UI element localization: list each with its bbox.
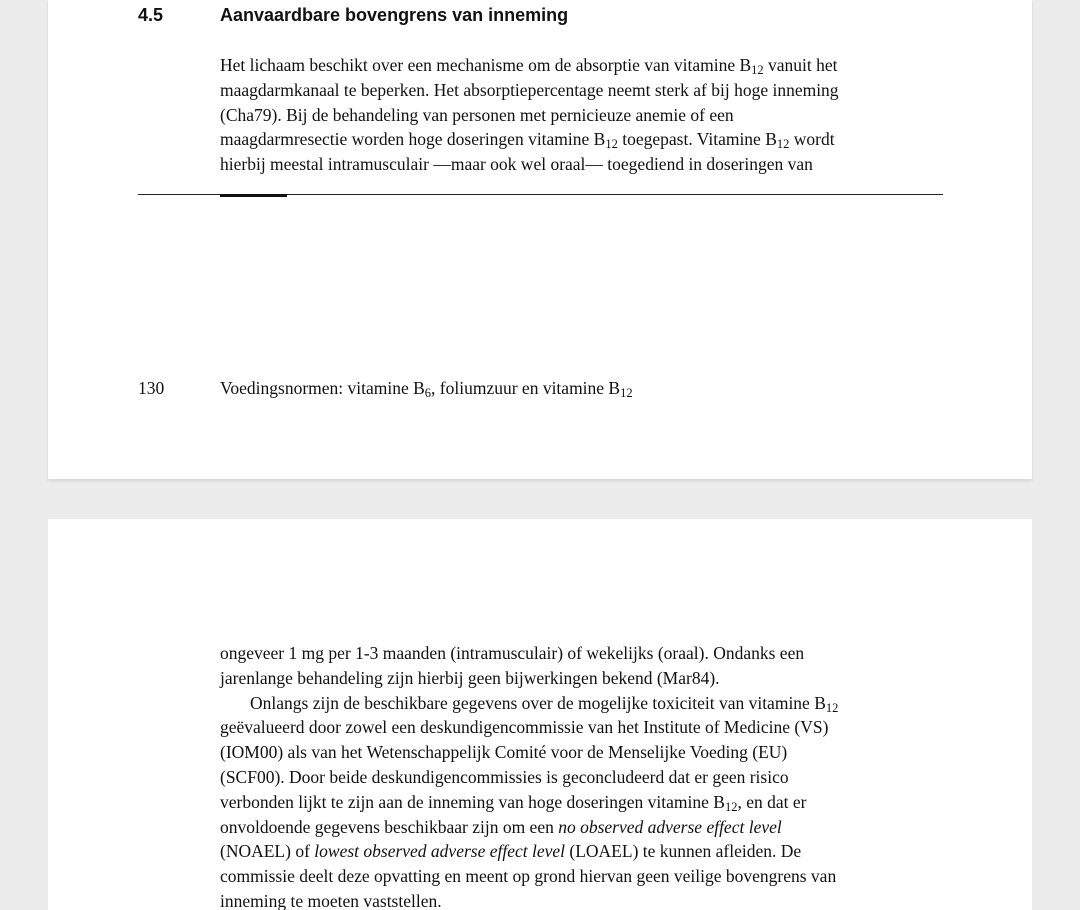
text-line: jarenlange behandeling zijn hierbij geen bijwerkingen bekend (Mar84). bbox=[220, 667, 720, 688]
text-line: commissie deelt deze opvatting en meent op grond hiervan geen veilige bovengrens van bbox=[220, 866, 837, 887]
section-title: Aanvaardbare bovengrens van inneming bbox=[220, 5, 569, 25]
text-line: (IOM00) als van het Wetenschappelijk Comité voor de Menselijke Voeding (EU) bbox=[220, 742, 788, 763]
text-line: verbonden lijkt te zijn aan de inneming van hoge doseringen vitamine $B_{12}$, en dat er bbox=[220, 791, 807, 814]
text-line: maagdarmkanaal te beperken. Het absorptiepercentage neemt sterk af bij hoge inneming bbox=[220, 79, 839, 100]
text-line: hierbij meestal intramusculair —maar ook wel oraal— toegediend in doseringen van bbox=[220, 154, 813, 175]
text-line: (SCF00). Door beide deskundigencommissies is geconcludeerd dat er geen risico bbox=[220, 766, 789, 787]
text-line: onvoldoende gegevens beschikbaar zijn om een no observed adverse effect level bbox=[220, 816, 782, 837]
text-line: inneming te moeten vaststellen. bbox=[220, 890, 442, 910]
document-page-bottom bbox=[48, 519, 1032, 910]
footnote-rule-accent bbox=[220, 194, 287, 197]
text-line: Het lichaam beschikt over een mechanisme om de absorptie van vitamine $B_{12}$ vanuit het bbox=[220, 55, 838, 77]
document-page-top bbox=[48, 0, 1032, 479]
text-line: maagdarmresectie worden hoge doseringen vitamine $B_{12}$ toegepast. Vitamine $B_{12}$ wordt bbox=[220, 129, 835, 152]
text-line: (Cha79). Bij de behandeling van personen met pernicieuze anemie of een bbox=[220, 104, 734, 125]
text-line: geëvalueerd door zowel een deskundigencommissie van het Institute of Medicine (VS) bbox=[220, 717, 829, 738]
text-line: ongeveer 1 mg per 1-3 maanden (intramusculair) of wekelijks (oraal). Ondanks een bbox=[220, 643, 805, 663]
running-title: Voedingsnormen: vitamine $B_6$, foliumzuur en vitamine $B_{12}$ bbox=[220, 378, 633, 400]
section-number: 4.5 bbox=[138, 5, 164, 25]
page-number: 130 bbox=[138, 378, 165, 398]
text-line: Onlangs zijn de beschikbare gegevens over de mogelijke toxiciteit van vitamine $B_{12}$ bbox=[250, 692, 839, 715]
text-line: (NOAEL) of lowest observed adverse effect level (LOAEL) te kunnen afleiden. De bbox=[220, 841, 802, 862]
body-paragraph-top bbox=[220, 53, 870, 177]
body-paragraph-bottom bbox=[220, 641, 870, 910]
